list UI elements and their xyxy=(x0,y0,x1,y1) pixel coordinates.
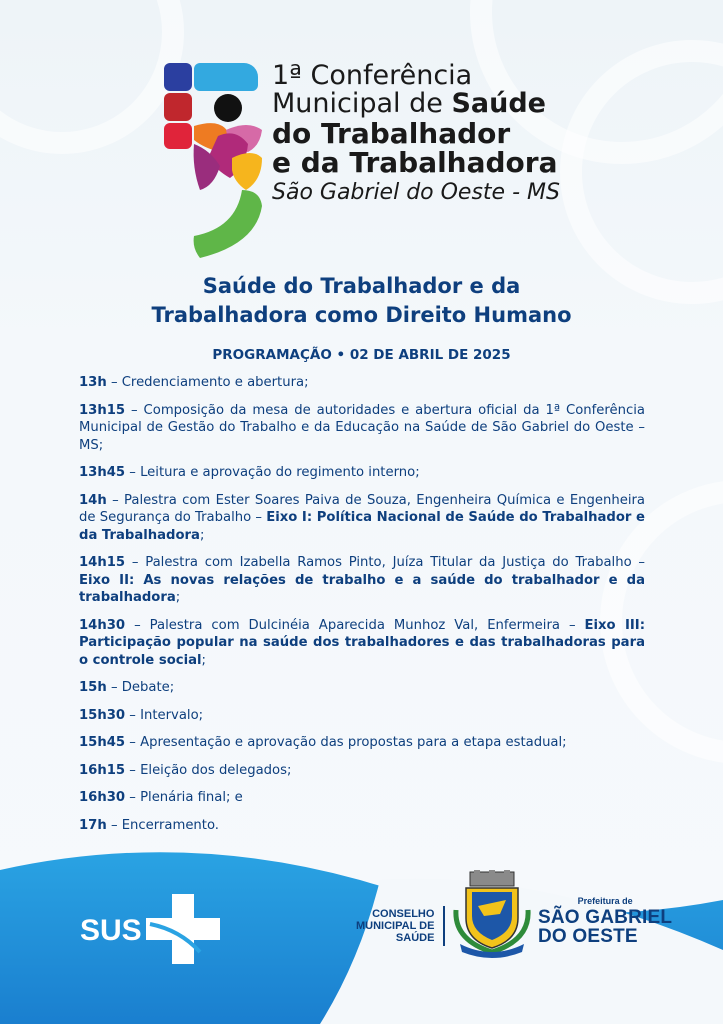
conselho-line-3: SAÚDE xyxy=(395,932,435,944)
title-line-2 xyxy=(272,90,560,118)
program-title: PROGRAMAÇÃO • 02 DE ABRIL DE 2025 xyxy=(212,347,511,363)
schedule-item xyxy=(79,817,645,835)
schedule-axis: Eixo I: Política Nacional de Saúde do Trabalhador e da Trabalhadora xyxy=(79,510,645,543)
theme-line-2: Trabalhadora como Direito Humano xyxy=(151,303,572,327)
schedule-text: – Palestra com Ester Soares Paiva de Souza, Engenheira Química e Engenheira de Segurança do Trabalho – xyxy=(79,492,645,525)
title-line-4: e da Trabalhadora xyxy=(272,146,558,180)
schedule-time: 13h45 xyxy=(79,465,126,480)
sus-label: SUS xyxy=(80,914,142,947)
schedule-text: – Intervalo; xyxy=(125,707,204,723)
conselho-line-1: CONSELHO xyxy=(372,908,435,920)
schedule-axis: Eixo II: As novas relações de trabalho e a saúde do trabalhador e da trabalhadora xyxy=(79,572,645,605)
schedule-text: – Composição da mesa de autoridades e abertura oficial da 1ª Conferência Municipal de Gestão do Trabalho e da Educação na Saúde de São Gabriel do Oeste – MS; xyxy=(79,402,645,453)
schedule-tail: ; xyxy=(199,527,205,543)
title-line-2-bold: Saúde xyxy=(451,88,546,120)
schedule-item xyxy=(79,762,645,780)
municipal-coat-of-arms xyxy=(452,870,532,960)
schedule-tail: ; xyxy=(175,590,181,605)
prefeitura-line-2: DO OESTE xyxy=(538,926,638,947)
schedule-text: – Apresentação e aprovação das propostas para a etapa estadual; xyxy=(125,735,567,750)
schedule-text: – Credenciamento e abertura; xyxy=(106,375,309,390)
prefeitura-line-1: SÃO GABRIEL xyxy=(538,907,673,928)
theme-line-1: Saúde do Trabalhador e da xyxy=(202,274,521,298)
schedule-time: 14h xyxy=(79,492,107,508)
schedule-item xyxy=(79,464,645,482)
title-line-1: 1ª Conferência xyxy=(272,60,473,91)
prefeitura-logo xyxy=(538,896,672,946)
schedule-list xyxy=(79,374,645,844)
schedule-text: – Palestra com Izabella Ramos Pinto, Juíza Titular da Justiça do Trabalho – xyxy=(125,555,645,570)
schedule-text: – Debate; xyxy=(106,680,175,695)
schedule-time: 14h30 xyxy=(79,617,126,633)
schedule-text: – Palestra com Dulcinéia Aparecida Munhoz Val, Enfermeira – xyxy=(125,617,585,633)
title-line-2-regular: Municipal de xyxy=(272,88,452,120)
schedule-tail: ; xyxy=(201,652,206,668)
schedule-item xyxy=(79,789,645,807)
schedule-item xyxy=(79,734,645,752)
schedule-text: – Eleição dos delegados; xyxy=(125,762,292,778)
schedule-item xyxy=(79,554,645,607)
conference-title xyxy=(272,62,560,205)
schedule-item xyxy=(79,374,645,392)
schedule-axis: Eixo III: Participação popular na saúde dos trabalhadores e das trabalhadoras para o controle social xyxy=(79,617,645,668)
schedule-item xyxy=(79,707,645,725)
schedule-item xyxy=(79,679,645,697)
footer-divider xyxy=(443,906,445,946)
logo-square-red xyxy=(164,93,192,121)
schedule-item xyxy=(79,402,645,455)
logo-square-red2 xyxy=(164,123,192,149)
schedule-time: 14h15 xyxy=(79,555,126,570)
schedule-time: 17h xyxy=(79,817,107,833)
schedule-time: 15h45 xyxy=(79,735,126,750)
schedule-time: 15h xyxy=(79,680,107,695)
conselho-municipal-logo xyxy=(356,908,434,944)
schedule-time: 16h15 xyxy=(79,762,126,778)
schedule-time: 15h30 xyxy=(79,707,126,723)
title-location: São Gabriel do Oeste - MS xyxy=(272,180,560,206)
schedule-time: 16h30 xyxy=(79,790,126,805)
schedule-text: – Encerramento. xyxy=(106,817,219,833)
conselho-line-2: MUNICIPAL DE xyxy=(356,920,435,932)
schedule-text: – Leitura e aprovação do regimento interno; xyxy=(125,465,420,480)
prefeitura-small: Prefeitura de xyxy=(577,896,633,906)
schedule-time: 13h xyxy=(79,375,107,390)
logo-bar-cyan xyxy=(194,63,258,91)
schedule-text: – Plenária final; e xyxy=(125,790,243,805)
schedule-time: 13h15 xyxy=(79,402,126,418)
logo-person-body xyxy=(190,118,270,258)
schedule-item xyxy=(79,617,645,670)
theme-heading xyxy=(0,272,723,330)
logo-square-blue xyxy=(164,63,192,91)
title-line-3: do Trabalhador xyxy=(272,116,511,150)
background-ring xyxy=(0,0,184,154)
schedule-item xyxy=(79,492,645,545)
